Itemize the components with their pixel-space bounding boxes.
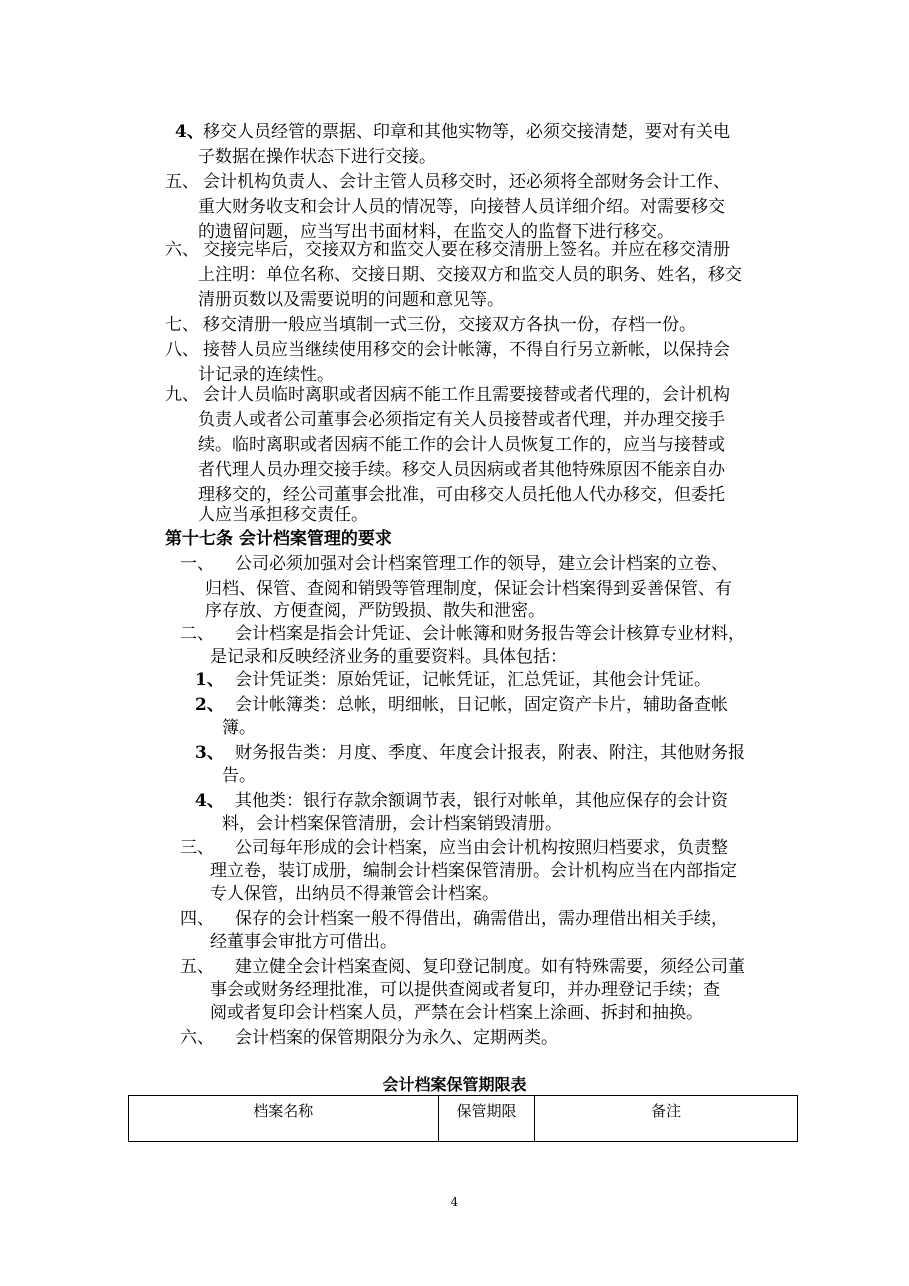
section-number: 三、 [180, 838, 214, 858]
item-number: 4、 [175, 122, 204, 142]
text-line: 重大财务收支和会计人员的情况等，向接替人员详细介绍。对需要移交 [198, 197, 725, 217]
column-header-remarks: 备注 [535, 1096, 798, 1142]
retention-period-table [128, 1095, 798, 1142]
section-number: 六、 [180, 1028, 214, 1048]
article-heading: 第十七条 会计档案管理的要求 [165, 529, 392, 549]
item-number: 七、 [165, 315, 199, 335]
text-line: 阅或者复印会计档案人员，严禁在会计档案上涂画、拆封和抽换。 [210, 1003, 703, 1023]
table-header-row [129, 1096, 798, 1142]
text-line: 专人保管，出纳员不得兼管会计档案。 [210, 884, 499, 904]
text-line: 者代理人员办理交接手续。移交人员因病或者其他特殊原因不能亲自办 [198, 460, 725, 480]
table-caption: 会计档案保管期限表 [382, 1075, 527, 1094]
section-number: 四、 [180, 909, 214, 929]
column-header-retention-period: 保管期限 [438, 1096, 535, 1142]
item-number: 五、 [165, 172, 199, 192]
item-number: 八、 [165, 340, 199, 360]
text-line: 会计档案是指会计凭证、会计帐簿和财务报告等会计核算专业材料， [235, 624, 745, 644]
section-number: 一、 [180, 554, 214, 574]
text-line: 事会或财务经理批准，可以提供查阅或者复印，并办理登记手续；查 [210, 980, 720, 1000]
text-line: 序存放、方便查阅，严防毁损、散失和泄密。 [205, 601, 545, 621]
section-number: 二、 [180, 624, 214, 644]
text-line: 归档、保管、查阅和销毁等管理制度，保证会计档案得到妥善保管、有 [205, 579, 732, 599]
text-line: 移交清册一般应当填制一式三份，交接双方各执一份，存档一份。 [203, 315, 696, 335]
text-line: 接替人员应当继续使用移交的会计帐簿，不得自行另立新帐，以保持会 [203, 340, 730, 360]
text-line: 会计人员临时离职或者因病不能工作且需要接替或者代理的，会计机构 [203, 385, 730, 405]
text-line: 是记录和反映经济业务的重要资料。具体包括： [210, 647, 567, 667]
text-line: 移交人员经管的票据、印章和其他实物等，必须交接清楚，要对有关电 [203, 122, 730, 142]
text-line: 清册页数以及需要说明的问题和意见等。 [198, 290, 504, 310]
text-line: 理立卷，装订成册，编制会计档案保管清册。会计机构应当在内部指定 [210, 861, 737, 881]
section-number: 五、 [180, 957, 214, 977]
text-line: 理移交的，经公司董事会批准，可由移交人员托他人代办移交，但委托 [198, 485, 725, 505]
text-line: 人应当承担移交责任。 [198, 505, 368, 525]
subitem-number: 3、 [195, 743, 224, 763]
text-line: 经董事会审批方可借出。 [210, 932, 397, 952]
text-line: 建立健全会计档案查阅、复印登记制度。如有特殊需要，须经公司董 [235, 957, 745, 977]
text-line: 会计帐簿类：总帐，明细帐，日记帐，固定资产卡片，辅助备查帐 [235, 695, 728, 715]
text-line: 公司必须加强对会计档案管理工作的领导，建立会计档案的立卷、 [235, 554, 728, 574]
text-line: 保存的会计档案一般不得借出，确需借出，需办理借出相关手续， [235, 909, 728, 929]
text-line: 会计档案的保管期限分为永久、定期两类。 [235, 1028, 558, 1048]
text-line: 会计机构负责人、会计主管人员移交时，还必须将全部财务会计工作、 [203, 172, 730, 192]
text-line: 其他类：银行存款余额调节表，银行对帐单，其他应保存的会计资 [235, 791, 728, 811]
text-line: 子数据在操作状态下进行交接。 [198, 147, 436, 167]
item-number: 九、 [165, 385, 199, 405]
item-number: 六、 [165, 240, 199, 260]
subitem-number: 4、 [195, 791, 224, 811]
text-line: 告。 [222, 766, 256, 786]
text-line: 计记录的连续性。 [198, 365, 334, 385]
subitem-number: 1、 [195, 670, 224, 690]
text-line: 簿。 [222, 718, 256, 738]
subitem-number: 2、 [195, 695, 224, 715]
page-number: 4 [450, 1195, 459, 1209]
text-line: 的遗留问题，应当写出书面材料，在监交人的监督下进行移交。 [198, 222, 674, 242]
text-line: 续。临时离职或者因病不能工作的会计人员恢复工作的，应当与接替或 [198, 435, 725, 455]
text-line: 料，会计档案保管清册，会计档案销毁清册。 [222, 814, 562, 834]
text-line: 交接完毕后，交接双方和监交人要在移交清册上签名。并应在移交清册 [203, 240, 730, 260]
text-line: 财务报告类：月度、季度、年度会计报表，附表、附注，其他财务报 [235, 743, 745, 763]
column-header-archive-name: 档案名称 [129, 1096, 439, 1142]
text-line: 上注明：单位名称、交接日期、交接双方和监交人员的职务、姓名，移交 [198, 265, 742, 285]
text-line: 公司每年形成的会计档案，应当由会计机构按照归档要求，负责整 [235, 838, 728, 858]
text-line: 负责人或者公司董事会必须指定有关人员接替或者代理，并办理交接手 [198, 410, 725, 430]
text-line: 会计凭证类：原始凭证，记帐凭证，汇总凭证，其他会计凭证。 [235, 670, 711, 690]
